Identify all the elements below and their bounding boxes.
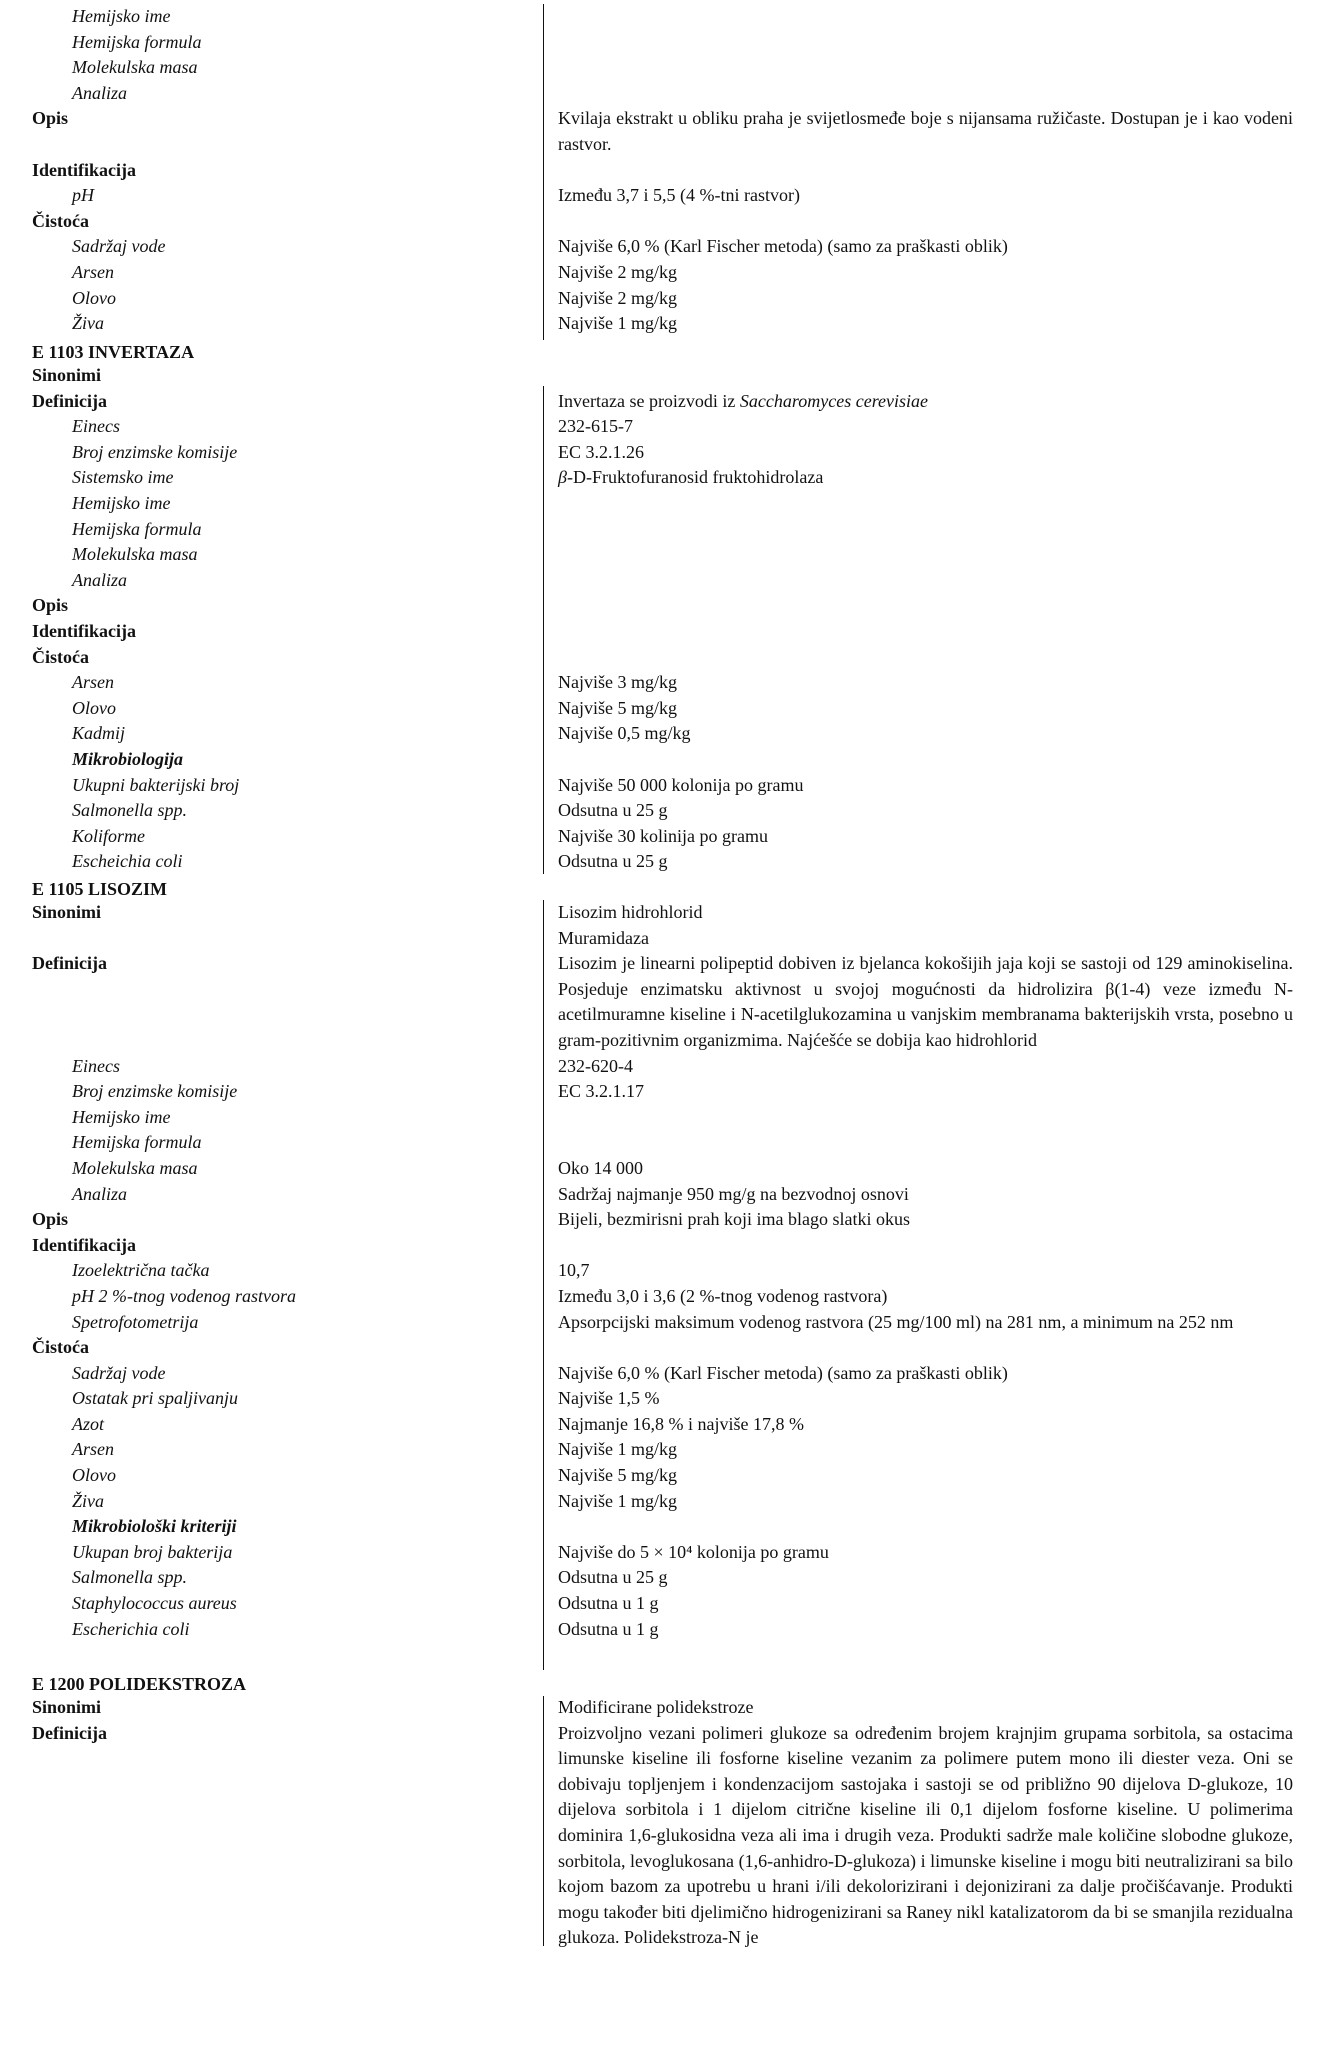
- spec-row: [0, 465, 1340, 491]
- field-label: Hemijska formula: [72, 1132, 202, 1153]
- value-line: Najviše 5 mg/kg: [558, 1465, 677, 1486]
- field-label: Hemijsko ime: [72, 6, 171, 26]
- field-value: [558, 696, 1293, 722]
- field-value: [558, 260, 1293, 286]
- value-line: Između 3,0 i 3,6 (2 %-tnog vodenog rastvora): [558, 1285, 888, 1306]
- field-value: [558, 4, 1293, 30]
- field-value: [558, 1207, 1293, 1233]
- field-label: Opis: [32, 1209, 69, 1230]
- field-label: Arsen: [72, 261, 114, 282]
- column-divider: [543, 900, 544, 1670]
- spec-row: [0, 1591, 1340, 1617]
- spec-row: [0, 1386, 1340, 1412]
- section-lisozim: [0, 878, 1340, 1642]
- field-label: Sinonimi: [32, 1697, 102, 1717]
- spec-row: [0, 440, 1340, 466]
- field-value: [558, 645, 1293, 671]
- value-line: 232-620-4: [558, 1055, 633, 1076]
- field-value: [558, 1361, 1293, 1387]
- field-label: Identifikacija: [32, 620, 137, 641]
- field-value: [558, 568, 1293, 594]
- value-line: Proizvoljno vezani polimeri glukoze sa određenim brojem krajnjim grupama sorbitola, sa ostacima limunske kiseline ili fosforne kiseline vezanim za polimere putem mono ili diester veza. Oni se dobivaju topljenjem i kondenzacijom sastojaka i sastoji se od približno 90 dijelova D-glukoze, 10 dijelova sorbitola i 1 dijelom citrične kiseline ili 0,1 dijelom fosforne kiseline. U polimerima dominira 1,6-glukosidna veza ali ima i drugih veza. Produkti sadrže male količine slobodne glukoze, sorbitola, levoglukosana (1,6-anhidro-D-glukoza) i limunske kiseline i mogu biti neutralizirani sa bilo kojom bazom za upotrebu u hrani i/ili dekolorizirani i dejonizirani za dalje pročišćavanje. Produkti mogu također biti djelimično hidrogenizirani sa Raney nikl katalizatorom da bi se smanjila rezidualna glukoza. Polidekstroza-N je: [558, 1722, 1293, 1948]
- field-value: [558, 1489, 1293, 1515]
- column-divider: [543, 4, 544, 340]
- field-label: Olovo: [72, 287, 116, 308]
- field-label: Hemijsko ime: [72, 1106, 171, 1127]
- field-value: [558, 414, 1293, 440]
- value-line: Muramidaza: [558, 927, 649, 948]
- field-label: Molekulska masa: [72, 1157, 198, 1178]
- spec-row: [0, 1105, 1340, 1131]
- spec-row: [0, 900, 1340, 951]
- spec-row: [0, 158, 1340, 184]
- value-line: 10,7: [558, 1260, 590, 1281]
- field-value: [558, 311, 1293, 337]
- spec-row: [0, 1540, 1340, 1566]
- definition-text: Invertaza se proizvodi iz: [558, 390, 740, 411]
- field-label: Koliforme: [72, 825, 146, 846]
- field-label: Ukupni bakterijski broj: [72, 774, 240, 795]
- value-line: Najviše 0,5 mg/kg: [558, 723, 691, 744]
- spec-row: [0, 389, 1340, 415]
- value-line: Odsutna u 1 g: [558, 1618, 659, 1639]
- field-label: Broj enzimske komisije: [72, 1081, 238, 1102]
- spec-row: [0, 1695, 1340, 1721]
- section-kvilaja: [0, 4, 1340, 337]
- spec-row: [0, 183, 1340, 209]
- spec-row: [0, 1361, 1340, 1387]
- field-value: [558, 183, 1293, 209]
- spec-row: [0, 1310, 1340, 1336]
- field-label: pH: [72, 185, 94, 206]
- value-line: Oko 14 000: [558, 1157, 643, 1178]
- column-divider: [543, 386, 544, 874]
- field-label: Staphylococcus aureus: [72, 1593, 237, 1614]
- value-line: Lisozim hidrohlorid: [558, 902, 703, 922]
- field-value: [558, 593, 1293, 619]
- field-value: [558, 286, 1293, 312]
- field-value: [558, 1617, 1293, 1643]
- field-label: Živa: [72, 313, 105, 334]
- field-value: [558, 1284, 1293, 1310]
- field-label: Olovo: [72, 1465, 116, 1486]
- value-line: 232-615-7: [558, 416, 633, 437]
- field-label: Definicija: [32, 1722, 107, 1743]
- field-value: [558, 824, 1293, 850]
- field-value: [558, 106, 1293, 157]
- field-value: [558, 1540, 1293, 1566]
- spec-row: [0, 517, 1340, 543]
- spec-row: [0, 824, 1340, 850]
- field-value: [558, 209, 1293, 235]
- value-line: Najviše 2 mg/kg: [558, 261, 677, 282]
- value-line: Modificirane polidekstroze: [558, 1697, 754, 1717]
- field-value: [558, 55, 1293, 81]
- field-label: Mikrobiološki kriteriji: [72, 1516, 237, 1537]
- field-value: [558, 1233, 1293, 1259]
- section-title: E 1200 POLIDEKSTROZA: [32, 1674, 247, 1694]
- field-label: Arsen: [72, 1439, 114, 1460]
- spec-row: [0, 1130, 1340, 1156]
- field-label: Mikrobiologija: [72, 748, 184, 769]
- field-label: Čistoća: [32, 210, 89, 231]
- field-value: [558, 1182, 1293, 1208]
- field-value: [558, 798, 1293, 824]
- spec-row: [0, 1565, 1340, 1591]
- spec-row: [0, 55, 1340, 81]
- spec-row: [0, 773, 1340, 799]
- spec-row: [0, 1489, 1340, 1515]
- section-polidekstroza: [0, 1673, 1340, 1951]
- field-label: Escherichia coli: [72, 1618, 190, 1639]
- field-label: Definicija: [32, 390, 107, 411]
- field-value: [558, 747, 1293, 773]
- value-line: Najviše 1 mg/kg: [558, 1490, 677, 1511]
- field-label: Analiza: [72, 569, 128, 590]
- value-line: Najviše do 5 × 10⁴ kolonija po gramu: [558, 1541, 829, 1562]
- field-label: Ukupan broj bakterija: [72, 1541, 233, 1562]
- spec-row: [0, 286, 1340, 312]
- field-value: [558, 1130, 1293, 1156]
- field-value: [558, 517, 1293, 543]
- value-line: Najviše 2 mg/kg: [558, 287, 677, 308]
- field-value: [558, 1258, 1293, 1284]
- field-value: [558, 900, 1293, 951]
- spec-row: [0, 209, 1340, 235]
- field-value: [558, 773, 1293, 799]
- spec-row: [0, 568, 1340, 594]
- field-label: Molekulska masa: [72, 544, 198, 565]
- field-value: [558, 81, 1293, 107]
- field-label: Čistoća: [32, 1337, 89, 1358]
- field-label: Escheichia coli: [72, 851, 183, 872]
- spec-row: [0, 619, 1340, 645]
- value-line: Najmanje 16,8 % i najviše 17,8 %: [558, 1413, 804, 1434]
- field-label: Definicija: [32, 953, 107, 974]
- spec-row: [0, 81, 1340, 107]
- field-label: Hemijska formula: [72, 518, 202, 539]
- field-label: Čistoća: [32, 646, 89, 667]
- spec-row: [0, 1079, 1340, 1105]
- field-label: Ostatak pri spaljivanju: [72, 1388, 238, 1409]
- field-value: [558, 1721, 1293, 1951]
- field-value: [558, 1463, 1293, 1489]
- field-label: Analiza: [72, 1183, 128, 1204]
- field-value: [558, 30, 1293, 56]
- spec-row: [0, 542, 1340, 568]
- field-label: Einecs: [72, 416, 120, 437]
- spec-row: [0, 106, 1340, 157]
- value-line: Odsutna u 25 g: [558, 1567, 668, 1588]
- field-value: [558, 1514, 1293, 1540]
- spec-row: [0, 1284, 1340, 1310]
- field-value: [558, 1695, 1293, 1721]
- spec-row: [0, 951, 1340, 1053]
- value-line: Najviše 1,5 %: [558, 1388, 660, 1409]
- value-line: EC 3.2.1.17: [558, 1081, 645, 1102]
- field-label: Kadmij: [72, 723, 126, 744]
- spec-row: [0, 1258, 1340, 1284]
- spec-row: [0, 1412, 1340, 1438]
- field-label: Salmonella spp.: [72, 800, 187, 821]
- section-invertaza: [0, 341, 1340, 875]
- spec-row: [0, 1721, 1340, 1951]
- spec-row: [0, 1335, 1340, 1361]
- field-value: [558, 1156, 1293, 1182]
- spec-row: [0, 311, 1340, 337]
- field-label: Sadržaj vode: [72, 1362, 166, 1383]
- field-label: Sinonimi: [32, 365, 102, 385]
- spec-row: [0, 645, 1340, 671]
- field-value: [558, 542, 1293, 568]
- field-label: Izoelektrična tačka: [72, 1260, 210, 1281]
- field-value: [558, 1412, 1293, 1438]
- species-name: Saccharomyces cerevisiae: [739, 390, 928, 411]
- field-value: [558, 1054, 1293, 1080]
- field-label: pH 2 %-tnog vodenog rastvora: [72, 1285, 296, 1306]
- value-line: Lisozim je linearni polipeptid dobiven iz bjelanca kokošijih jaja koji se sastoji od 129 aminokiselina. Posjeduje enzimatsku aktivnost u svojoj mogućnosti da hidrolizira β(1-4) veze između N-acetilmuramne kiseline i N-acetilglukozamina u vanjskim membranama bakterijskih vrsta, posebno u gram-pozitivnim organizmima. Najćešće se dobija kao hidrohlorid: [558, 953, 1293, 1050]
- spec-row: [0, 1054, 1340, 1080]
- spec-row: [0, 4, 1340, 30]
- field-label: Einecs: [72, 1055, 120, 1076]
- field-label: Broj enzimske komisije: [72, 441, 238, 462]
- spec-row: [0, 747, 1340, 773]
- value-line: Najviše 50 000 kolonija po gramu: [558, 774, 804, 795]
- field-label: Identifikacija: [32, 1234, 137, 1255]
- field-label: Identifikacija: [32, 159, 137, 180]
- field-value: [558, 1105, 1293, 1131]
- field-label: Molekulska masa: [72, 57, 198, 78]
- field-value: [558, 1386, 1293, 1412]
- field-label: Sadržaj vode: [72, 236, 166, 257]
- value-line: Najviše 6,0 % (Karl Fischer metoda) (samo za praškasti oblik): [558, 1362, 1008, 1383]
- field-label: Olovo: [72, 697, 116, 718]
- spec-row: [0, 1233, 1340, 1259]
- value-line: Najviše 6,0 % (Karl Fischer metoda) (samo za praškasti oblik): [558, 236, 1008, 257]
- spec-row: [0, 1207, 1340, 1233]
- value-line: Najviše 30 kolinija po gramu: [558, 825, 768, 846]
- field-label: Arsen: [72, 672, 114, 693]
- value-line: Između 3,7 i 5,5 (4 %-tni rastvor): [558, 185, 800, 206]
- spec-row: [0, 721, 1340, 747]
- field-value: [558, 363, 1293, 389]
- field-label: Spetrofotometrija: [72, 1311, 199, 1332]
- field-label: Sinonimi: [32, 902, 102, 922]
- value-line: Najviše 1 mg/kg: [558, 313, 677, 334]
- field-label: Hemijska formula: [72, 31, 202, 52]
- systematic-name: -D-Fruktofuranosid fruktohidrolaza: [566, 467, 824, 488]
- spec-row: [0, 670, 1340, 696]
- spec-row: [0, 414, 1340, 440]
- field-label: Sistemsko ime: [72, 467, 174, 488]
- field-value: [558, 389, 1293, 415]
- field-value: [558, 440, 1293, 466]
- section-title: E 1103 INVERTAZA: [32, 342, 195, 362]
- field-label: Salmonella spp.: [72, 1567, 187, 1588]
- spec-row: [0, 849, 1340, 875]
- value-line: Odsutna u 25 g: [558, 800, 668, 821]
- spec-row: [0, 1617, 1340, 1643]
- spec-row: [0, 1514, 1340, 1540]
- spec-row: [0, 1182, 1340, 1208]
- field-value: [558, 1437, 1293, 1463]
- field-value: [558, 1079, 1293, 1105]
- value-line: Najviše 5 mg/kg: [558, 697, 677, 718]
- field-value: [558, 849, 1293, 875]
- value-line: EC 3.2.1.26: [558, 441, 645, 462]
- field-label: Opis: [32, 595, 69, 616]
- field-value: [558, 234, 1293, 260]
- spec-row: [0, 234, 1340, 260]
- spec-row: [0, 363, 1340, 389]
- value-line: Apsorpcijski maksimum vodenog rastvora (25 mg/100 ml) na 281 nm, a minimum na 252 nm: [558, 1311, 1234, 1332]
- value-line: Najviše 3 mg/kg: [558, 672, 677, 693]
- field-value: [558, 1335, 1293, 1361]
- field-label: Azot: [72, 1413, 105, 1434]
- field-label: Hemijsko ime: [72, 492, 171, 513]
- field-value: [558, 951, 1293, 1053]
- field-value: [558, 465, 1293, 491]
- column-divider: [543, 1696, 544, 1946]
- spec-row: [0, 1463, 1340, 1489]
- field-value: [558, 670, 1293, 696]
- spec-row: [0, 798, 1340, 824]
- section-title: E 1105 LISOZIM: [32, 879, 168, 899]
- field-value: [558, 721, 1293, 747]
- field-value: [558, 158, 1293, 184]
- field-label: Analiza: [72, 82, 128, 103]
- field-value: [558, 619, 1293, 645]
- field-value: [558, 1310, 1293, 1336]
- beta-symbol: β: [558, 467, 567, 488]
- spec-row: [0, 1156, 1340, 1182]
- field-label: Živa: [72, 1490, 105, 1511]
- value-line: Kvilaja ekstrakt u obliku praha je svijetlosmeđe boje s nijansama ružičaste. Dostupan je i kao vodeni rastvor.: [558, 108, 1293, 154]
- spec-row: [0, 30, 1340, 56]
- spec-row: [0, 491, 1340, 517]
- spec-row: [0, 696, 1340, 722]
- spec-row: [0, 593, 1340, 619]
- spec-row: [0, 1437, 1340, 1463]
- spec-row: [0, 260, 1340, 286]
- value-line: Odsutna u 25 g: [558, 851, 668, 872]
- value-line: Odsutna u 1 g: [558, 1593, 659, 1614]
- field-value: [558, 1565, 1293, 1591]
- value-line: Sadržaj najmanje 950 mg/g na bezvodnoj osnovi: [558, 1183, 909, 1204]
- field-value: [558, 491, 1293, 517]
- value-line: Najviše 1 mg/kg: [558, 1439, 677, 1460]
- field-value: [558, 1591, 1293, 1617]
- field-label: Opis: [32, 108, 69, 129]
- value-line: Bijeli, bezmirisni prah koji ima blago slatki okus: [558, 1209, 910, 1230]
